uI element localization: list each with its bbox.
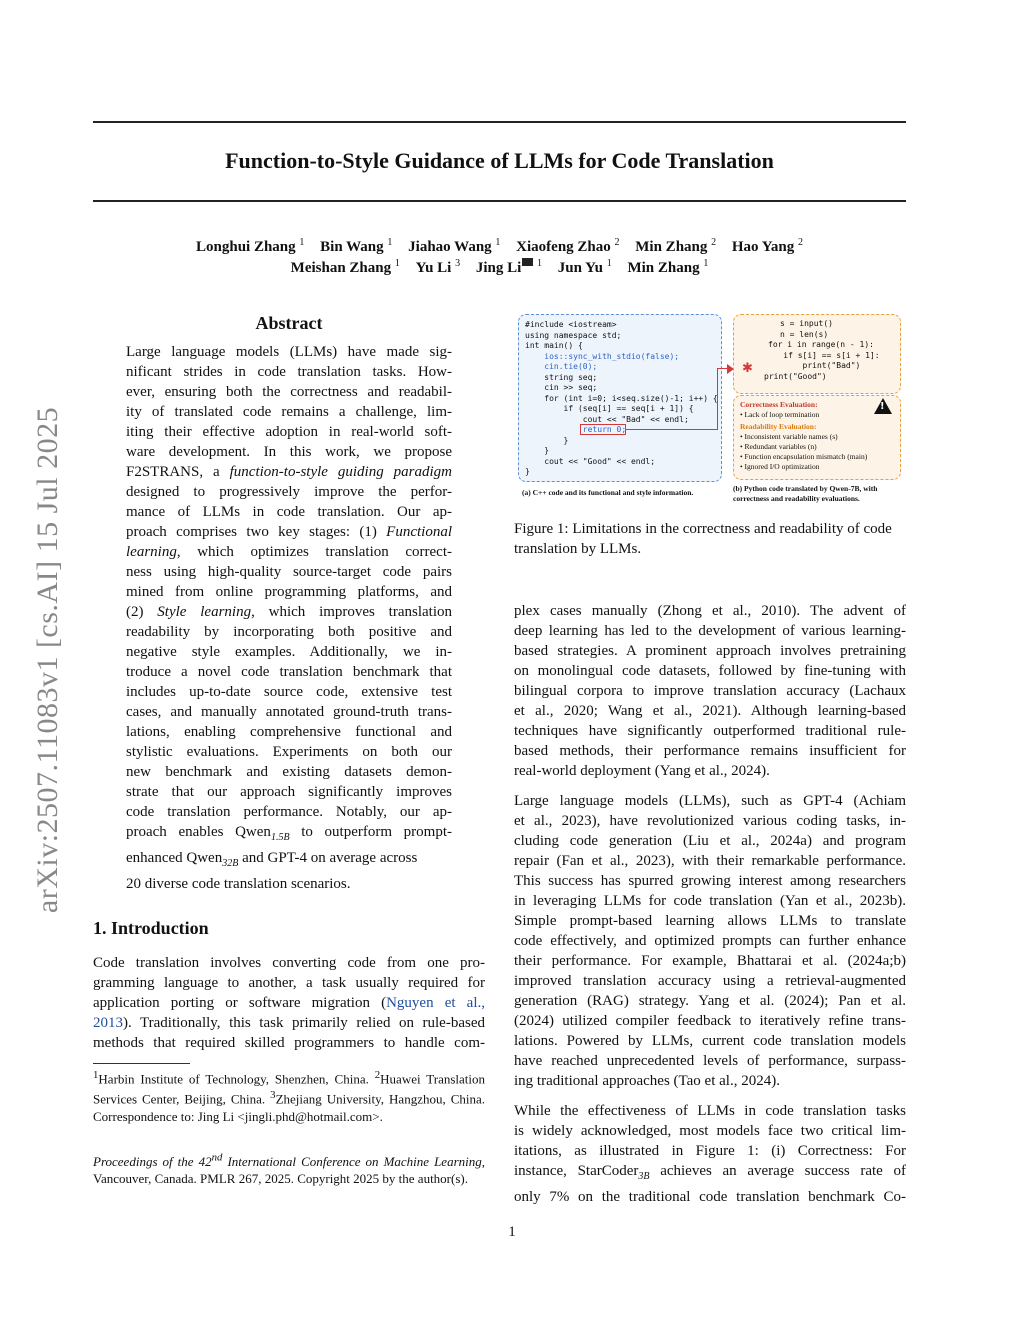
body-line: improved translation accuracy using a retrieval-augmented	[514, 973, 906, 989]
abstract-text: , which improves translation	[251, 604, 453, 620]
body-line: Simple prompt-based learning allows LLMs to translate	[514, 913, 906, 929]
footnote-rule	[93, 1063, 190, 1064]
paradigm-term: function-to-style guiding paradigm	[229, 464, 452, 480]
body-line: et al., 2020; Wang et al., 2021). Although learning-based	[514, 703, 906, 719]
abstract-line: mined from online programming platforms, and	[126, 584, 452, 600]
body-line: on monolingual code datasets, followed by fine-tuning with	[514, 663, 906, 679]
python-code-panel	[733, 314, 901, 394]
code-line: cout << "Bad" << endl;	[525, 414, 689, 424]
body-line: have reached unprecedented levels of performance, surpass-	[514, 1053, 906, 1069]
abstract-line: negative style examples. Additionally, we in-	[126, 644, 452, 660]
abstract-line: code translation performance. Notably, our ap-	[126, 804, 452, 820]
author-list-line-2	[93, 258, 906, 277]
citation-link[interactable]: Nguyen et al.,	[386, 995, 485, 1011]
code-line: if (seq[i] == seq[i + 1]) {	[525, 404, 694, 413]
title-top-rule	[93, 121, 906, 123]
intro-text: ). Traditionally, this task primarily relied on rule-based	[123, 1015, 485, 1031]
abstract-line: ever, ensuring both the correctness and readabil-	[126, 384, 452, 400]
bug-icon: ✱	[742, 360, 753, 375]
body-line: cluding code generation (Liu et al., 2024a) and program	[514, 833, 906, 849]
highlight-box	[580, 424, 626, 435]
abstract-line: cases, and manually annotated ground-truth trans-	[126, 704, 452, 720]
code-line: }	[525, 446, 550, 455]
eval-item: • Inconsistent variable names (s)	[740, 432, 838, 441]
abstract-line: Large language models (LLMs) have made sig-	[126, 344, 452, 360]
subfigure-caption-b: (b) Python code translated by Qwen-7B, with correctness and readability evaluations.	[733, 484, 878, 503]
code-line: print("Bad")	[764, 361, 861, 370]
abstract-heading: Abstract	[255, 313, 323, 333]
body-line: plex cases manually (Zhong et al., 2010). The advent of	[514, 603, 906, 619]
body-line: in leveraging LLMs for code translation (Yan et al., 2023b).	[514, 893, 906, 909]
body-line: lations. Powered by LLMs, current code translation models	[514, 1033, 906, 1049]
body-line: real-world deployment (Yang et al., 2024).	[514, 763, 770, 779]
author: Bin Wang $^1$	[320, 237, 393, 255]
arrow-connector	[626, 429, 718, 430]
author: Jun Yu $^1$	[557, 258, 612, 276]
abstract-text: (2)	[126, 604, 144, 620]
body-paragraph-2	[514, 791, 906, 1091]
eval-item: • Ignored I/O optimization	[740, 462, 820, 471]
abstract-line	[126, 542, 452, 562]
code-line: cin.tie(0);	[525, 362, 598, 371]
abstract-line: stylistic evaluations. Experiments on both our	[126, 744, 452, 760]
abstract-line	[126, 848, 452, 874]
abstract-text: , a	[199, 464, 220, 480]
body-line: ing traditional approaches (Tao et al., 2024).	[514, 1073, 780, 1089]
author: Hao Yang $^2$	[731, 237, 803, 255]
readability-heading: Readability Evaluation:	[740, 422, 817, 431]
abstract-line: includes up-to-date source code, extensive test	[126, 684, 452, 700]
correctness-heading: Correctness Evaluation:	[740, 400, 818, 409]
abstract-line: mance of LLMs in code translation. Our ap-	[126, 504, 452, 520]
abstract-line: designed to progressively improve the perfor-	[126, 484, 452, 500]
warning-icon-mark: !	[880, 401, 885, 412]
arrow-connector	[717, 368, 718, 430]
body-line: Large language models (LLMs), such as GPT-4 (Achiam	[514, 793, 906, 809]
paper-title: Function-to-Style Guidance of LLMs for Code Translation	[225, 148, 774, 173]
author: Min Zhang $^2$	[635, 237, 717, 255]
model-size: 3B	[638, 1171, 650, 1182]
abstract-text: to outperform prompt-	[301, 824, 452, 840]
figure-caption: Figure 1: Limitations in the correctness and readability of code translation by LLMs.	[514, 521, 892, 557]
author: Xiaofeng Zhao $^2$	[516, 237, 620, 255]
title-bottom-rule	[93, 200, 906, 202]
abstract-line: nificant strides in code translation tasks. How-	[126, 364, 452, 380]
envelope-icon	[522, 258, 533, 266]
model-size: 1.5B	[270, 832, 290, 843]
code-line: for (int i=0; i<seq.size()-1; i++) {	[525, 393, 718, 403]
author: Min Zhang $^1$	[627, 258, 709, 276]
body-text: achieves an average success rate of	[660, 1163, 906, 1179]
abstract-line: iting their effective adoption in real-world soft-	[126, 424, 452, 440]
body-line	[514, 1161, 906, 1187]
section-heading-introduction: 1. Introduction	[93, 918, 209, 938]
code-line: for i in range(n - 1):	[768, 340, 874, 349]
abstract-body	[126, 342, 452, 894]
abstract-line: strate that our approach significantly improves	[126, 784, 452, 800]
abstract-line: 20 diverse code translation scenarios.	[126, 876, 351, 892]
body-line: itations, as illustrated in Figure 1: (i) Correctness: For	[514, 1143, 906, 1159]
intro-line: gramming language to another, a task usually required for	[93, 975, 485, 991]
intro-line	[93, 1013, 485, 1033]
code-line: }	[525, 435, 569, 445]
code-line: n = len(s)	[780, 329, 829, 339]
intro-text: application porting or software migration (	[93, 995, 387, 1011]
code-line: print("Good")	[764, 371, 827, 381]
code-line: if s[i] == s[i + 1]:	[764, 350, 880, 360]
eval-item: • Redundant variables (n)	[740, 442, 817, 451]
code-line: s = input()	[780, 319, 833, 328]
body-line: repair (Fan et al., 2023), with their remarkable performance.	[514, 853, 906, 869]
body-line: (2024) utilized compiler feedback to iteratively refine trans-	[514, 1013, 906, 1029]
functional-term: Functional	[386, 524, 452, 540]
body-line: bilingual corpora to improve translation accuracy (Lachaux	[514, 683, 906, 699]
page-number: 1	[508, 1224, 516, 1240]
intro-line: methods that required skilled programmers to handle com-	[93, 1035, 485, 1051]
body-line: This success has spurred growing interest among researchers	[514, 873, 906, 889]
abstract-line: ity of translated code remains a challenge, lim-	[126, 404, 452, 420]
body-line: deep learning has led to the development of various learning-	[514, 623, 906, 639]
code-line: cin >> seq;	[525, 383, 598, 392]
subfigure-caption-a: (a) C++ code and its functional and style information.	[522, 488, 694, 497]
code-line: }	[525, 467, 530, 476]
eval-item: • Function encapsulation mismatch (main)	[740, 452, 868, 461]
eval-item: • Lack of loop termination	[740, 410, 820, 419]
abstract-line: new benchmark and existing datasets demon-	[126, 764, 452, 780]
intro-line	[93, 993, 485, 1013]
code-line: return 0;	[525, 425, 627, 434]
author: Longhui Zhang $^1$	[196, 237, 305, 255]
code-line: string seq;	[525, 372, 598, 382]
method-name: F2STRANS	[126, 464, 200, 480]
body-line: is widely acknowledged, most models face two critical lim-	[514, 1123, 906, 1139]
code-line: using namespace std;	[525, 330, 622, 340]
author-list-line-1	[93, 237, 906, 256]
author: Meishan Zhang $^1$	[290, 258, 400, 276]
abstract-line: ware development. In this work, we propose	[126, 444, 452, 460]
abstract-text: and GPT-4 on average across	[242, 850, 418, 866]
author-corresponding: Jing Li $^1$	[475, 258, 543, 276]
abstract-line	[126, 462, 452, 482]
intro-line: Code translation involves converting code from one pro-	[93, 955, 485, 971]
code-line: ios::sync_with_stdio(false);	[525, 351, 680, 361]
body-line: based strategies. A prominent approach involves pretraining	[514, 643, 906, 659]
body-line: based methods, their performance remains insufficient for	[514, 743, 906, 759]
author: Jiahao Wang $^1$	[408, 237, 501, 255]
style-term: Style learning	[157, 604, 252, 620]
cpp-code-panel	[518, 314, 722, 482]
abstract-line: troduce a novel code translation benchmark that	[126, 664, 452, 680]
abstract-text: proach comprises two key stages: (1)	[126, 524, 377, 540]
code-line: int main() {	[525, 341, 583, 350]
model-size: 32B	[222, 858, 239, 869]
author: Yu Li $^3$	[415, 258, 461, 276]
body-paragraph-1	[514, 601, 906, 781]
abstract-text: enhanced Qwen	[126, 850, 223, 866]
body-line: et al., 2023), have revolutionized various coding tasks, in-	[514, 813, 906, 829]
abstract-line: readability by incorporating both positive and	[126, 624, 452, 640]
abstract-line	[126, 602, 452, 622]
citation-link[interactable]: 2013	[93, 1015, 123, 1031]
proceedings-footnote: Proceedings of the 42nd International Conference on Machine Learning, Vancouver, Canada. PMLR 267, 2025. Copyright 2025 by the author(s).	[93, 1152, 485, 1187]
body-line: only 7% on the traditional code translation benchmark Co-	[514, 1189, 906, 1205]
abstract-text: , which optimizes translation correct-	[176, 544, 452, 560]
code-line: cout << "Good" << endl;	[525, 456, 656, 466]
abstract-text: proach enables Qwen	[126, 824, 271, 840]
functional-term: learning	[126, 544, 177, 560]
abstract-line	[126, 822, 452, 848]
body-line: their performance. For example, Bhattarai et al. (2024a;b)	[514, 953, 906, 969]
body-line: While the effectiveness of LLMs in code translation tasks	[514, 1103, 906, 1119]
abstract-line: lations, enabling comprehensive functional and	[126, 724, 452, 740]
affiliation-footnote: $^1$Harbin Institute of Technology, Shenzhen, China. $^2$Huawei Translation Services Center, Beijing, China. $^3$Zhejiang University, Hangzhou, China. Correspondence to: Jing Li <jingli.phd@hotmail.com>.	[93, 1069, 486, 1124]
abstract-line: ness using high-quality source-target code pairs	[126, 564, 452, 580]
body-paragraph-3	[514, 1101, 906, 1207]
body-line: techniques have significantly outperformed traditional rule-	[514, 723, 906, 739]
body-line: code effectively, and optimized prompts can further enhance	[514, 933, 906, 949]
intro-paragraph	[93, 953, 485, 1053]
body-line: generation (RAG) strategy. Yang et al. (2024); Pan et al.	[514, 993, 906, 1009]
body-text: instance, StarCoder	[514, 1163, 639, 1179]
abstract-line	[126, 522, 452, 542]
code-line: #include <iostream>	[525, 320, 617, 329]
